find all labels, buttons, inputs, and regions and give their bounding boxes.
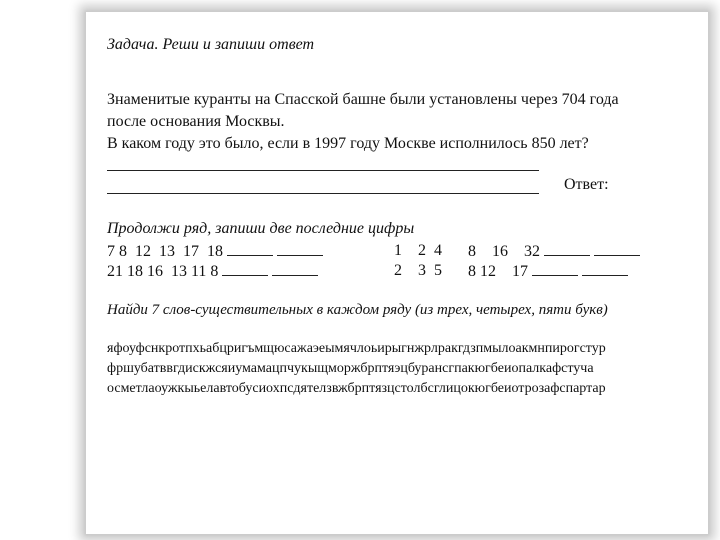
- answer-line-1: [107, 170, 539, 171]
- task-question: В каком году это было, если в 1997 году Москве исполнилось 850 лет?: [107, 135, 589, 152]
- blank-field[interactable]: [222, 262, 268, 276]
- sequence-row-1c: [468, 242, 640, 261]
- sequence-row-2b: 2 3 5: [394, 262, 442, 279]
- letters-row-2: фршубатввгдискжсяиумамацпчукыщморжбрптяэцбурансгпакюгбеиопалкафстуча: [107, 361, 594, 376]
- sequence-row-2c-values: 8 12 17: [468, 263, 528, 280]
- blank-field[interactable]: [594, 242, 640, 256]
- words-title: Найди 7 слов-существительных в каждом ряду (из трех, четырех, пяти букв): [107, 302, 608, 318]
- answer-label: Ответ:: [564, 176, 609, 193]
- blank-field[interactable]: [544, 242, 590, 256]
- document-page: [86, 12, 708, 534]
- letters-row-1: яфоуфснкротпхьабцригъмщюсажаэеымячлоьирыгнжрлракгдзпмылоакмнпирогстур: [107, 341, 606, 356]
- task-title: Задача. Реши и запиши ответ: [107, 36, 315, 53]
- sequence-row-1a: [107, 242, 323, 261]
- sequence-row-1a-values: 7 8 12 13 17 18: [107, 243, 223, 260]
- blank-field[interactable]: [277, 242, 323, 256]
- sequence-row-2c: [468, 262, 628, 281]
- blank-field[interactable]: [272, 262, 318, 276]
- sequence-row-1b: 1 2 4: [394, 242, 442, 259]
- letters-row-3: осметлаоужкыьелавтобусиохпсдятелзвжбрптязцстолбсглицокюгбеиотрозафспартар: [107, 381, 606, 396]
- blank-field[interactable]: [582, 262, 628, 276]
- task-text-line-1: Знаменитые куранты на Спасской башне были установлены через 704 года: [107, 91, 619, 108]
- sequence-title: Продолжи ряд, запиши две последние цифры: [107, 220, 415, 237]
- sequence-row-2a: [107, 262, 318, 281]
- blank-field[interactable]: [227, 242, 273, 256]
- task-text-line-2: после основания Москвы.: [107, 113, 285, 130]
- sequence-row-2a-values: 21 18 16 13 11 8: [107, 263, 219, 280]
- answer-line-2: [107, 193, 539, 194]
- sequence-row-1c-values: 8 16 32: [468, 243, 540, 260]
- blank-field[interactable]: [532, 262, 578, 276]
